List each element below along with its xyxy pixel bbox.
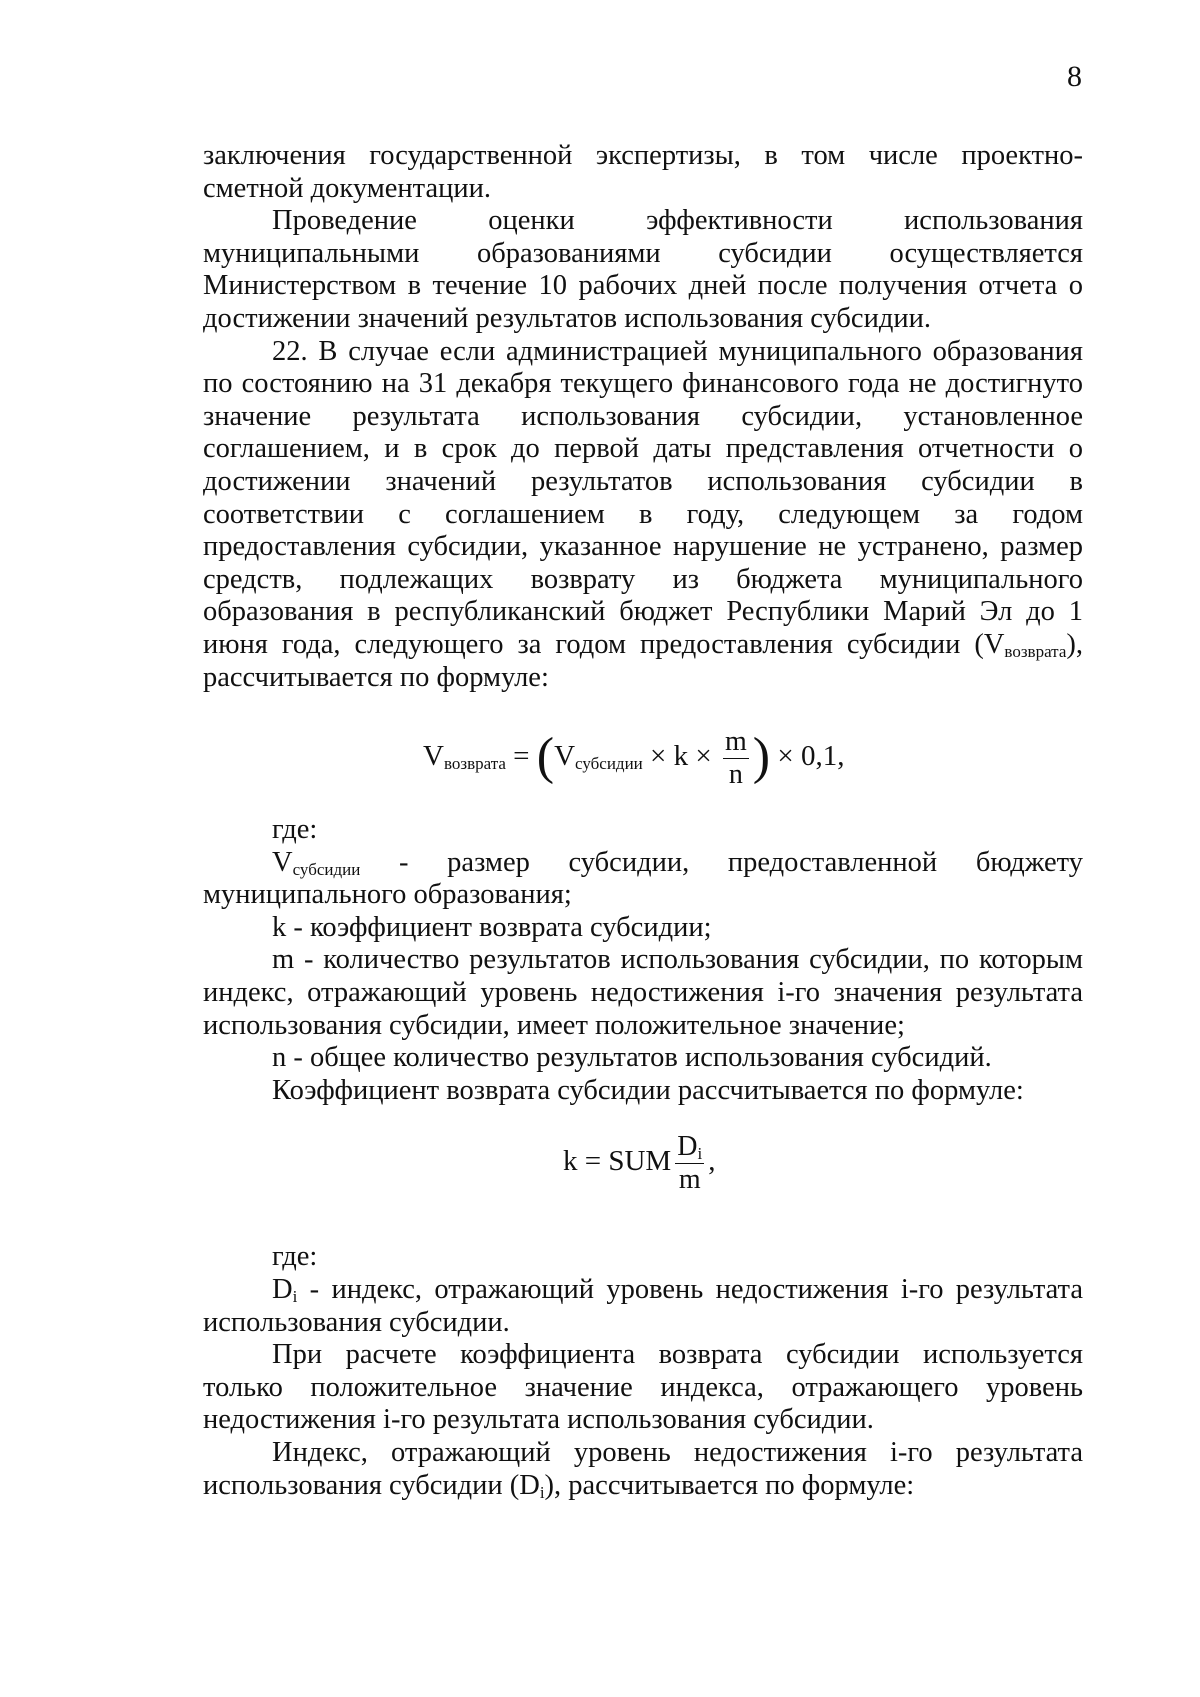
formula2-tail: , — [708, 1145, 716, 1178]
where-label-1: где: — [272, 814, 318, 846]
document-body — [203, 140, 1083, 1502]
definition-n: n - общее количество результатов использования субсидий. — [272, 1042, 992, 1074]
formula1-numerator: m — [725, 726, 747, 758]
formula2-num-symbol: D — [677, 1131, 698, 1163]
formula-coefficient — [203, 1107, 1083, 1241]
formula2-num-sub: i — [697, 1144, 703, 1164]
def-v-symbol: V — [272, 846, 293, 878]
formula1-times-k: × k × — [642, 740, 719, 773]
formula2-denominator: m — [678, 1164, 701, 1196]
formula1-close-paren: ) — [752, 728, 771, 786]
index-text-b: ), рассчитывается по формуле: — [544, 1469, 915, 1501]
definition-d — [203, 1274, 1083, 1339]
paragraph-22-last: рассчитывается по формуле: — [203, 661, 549, 693]
paragraph-22-end: ), — [1066, 628, 1083, 660]
k-formula-intro: Коэффициент возврата субсидии рассчитывается по формуле: — [272, 1074, 1024, 1106]
definition-k: k - коэффициент возврата субсидии; — [272, 911, 712, 943]
definition-v-subsidy — [203, 847, 1083, 912]
formula1-denominator: n — [728, 759, 743, 791]
index-subscript: i — [539, 1482, 545, 1502]
formula1-eq: = — [505, 740, 537, 773]
paragraph-continuation: заключения государственной экспертизы, в том числе проектно-сметной документации. — [203, 140, 1083, 204]
def-d-text: - индекс, отражающий уровень недостижения i-го результата использования субсидии. — [203, 1274, 1083, 1338]
formula1-fraction — [723, 728, 749, 789]
paragraph-22-text: 22. В случае если администрацией муниципального образования по состоянию на 31 декабря текущего финансового года не достигнуто значение результата использования субсидии, установленное соглашением, и в срок до первой даты представления отчетности о достижении значений результатов использования субсидии в соответствии с соглашением в году, следующем за годом предоставления субсидии, указанное нарушение не устранено, размер средств, подлежащих возврату из бюджета муниципального образования в республиканский бюджет Республики Марий Эл до 1 июня года, следующего за годом предоставления субсидии (V — [203, 335, 1083, 660]
formula1-open-paren: ( — [536, 728, 555, 786]
def-v-text: - размер субсидии, предоставленной бюджету муниципального образования; — [203, 846, 1083, 911]
formula1-tail: × 0,1, — [770, 740, 845, 773]
index-text-a: Индекс, отражающий уровень недостижения i-го результата использования субсидии (D — [203, 1437, 1083, 1501]
formula-return-volume — [203, 694, 1083, 814]
def-d-subscript: i — [292, 1287, 298, 1307]
page-number: 8 — [1067, 60, 1082, 93]
definition-m: m - количество результатов использования субсидии, по которым индекс, отражающий уровень недостижения i-го значения результата использования субсидии, имеет положительное значение; — [203, 944, 1083, 1041]
def-v-subscript: субсидии — [292, 859, 361, 879]
formula1-lhs-sub: возврата — [443, 754, 506, 774]
formula1-lhs: V — [423, 740, 444, 773]
paragraph-index-formula — [203, 1437, 1083, 1502]
formula2-numerator — [675, 1131, 704, 1164]
formula2-lhs: k = SUM — [563, 1145, 672, 1178]
where-label-2: где: — [272, 1241, 318, 1273]
paragraph-22 — [203, 336, 1083, 695]
paragraph-positive-value: При расчете коэффициента возврата субсидии используется только положительное значение индекса, отражающего уровень недостижения i-го результата использования субсидии. — [203, 1339, 1083, 1436]
formula1-v-sub: субсидии — [575, 754, 643, 774]
formula1-v: V — [554, 740, 576, 773]
formula2-fraction — [675, 1133, 704, 1194]
def-d-symbol: D — [272, 1274, 293, 1306]
paragraph-evaluation: Проведение оценки эффективности использования муниципальными образованиями субсидии осуществляется Министерством в течение 10 рабочих дней после получения отчета о достижении значений результатов использования субсидии. — [203, 205, 1083, 334]
paragraph-22-subscript: возврата — [1004, 641, 1067, 661]
